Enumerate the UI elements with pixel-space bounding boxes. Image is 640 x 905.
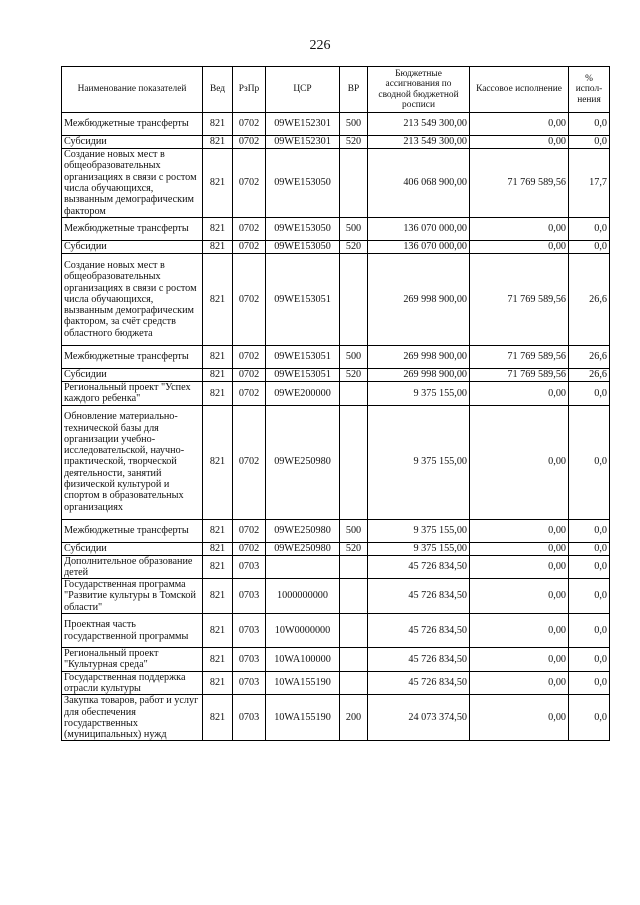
row-rzpr: 0702 bbox=[233, 254, 266, 346]
row-percent: 0,0 bbox=[569, 614, 610, 648]
row-cash-execution: 0,00 bbox=[470, 241, 569, 254]
table-row bbox=[62, 695, 610, 741]
row-ved: 821 bbox=[203, 671, 233, 695]
row-vr bbox=[340, 405, 368, 519]
row-name: Субсидии bbox=[62, 136, 203, 149]
row-name: Межбюджетные трансферты bbox=[62, 519, 203, 542]
row-assignments: 45 726 834,50 bbox=[368, 648, 470, 672]
row-ved: 821 bbox=[203, 695, 233, 741]
row-name: Межбюджетные трансферты bbox=[62, 218, 203, 241]
table-row bbox=[62, 405, 610, 519]
budget-table bbox=[61, 66, 610, 741]
row-vr: 200 bbox=[340, 695, 368, 741]
table-row bbox=[62, 218, 610, 241]
row-csr: 10WA100000 bbox=[266, 648, 340, 672]
row-assignments: 24 073 374,50 bbox=[368, 695, 470, 741]
row-cash-execution: 0,00 bbox=[470, 136, 569, 149]
row-ved: 821 bbox=[203, 382, 233, 406]
row-cash-execution: 0,00 bbox=[470, 648, 569, 672]
row-percent: 17,7 bbox=[569, 149, 610, 218]
row-cash-execution: 0,00 bbox=[470, 555, 569, 579]
row-percent: 0,0 bbox=[569, 695, 610, 741]
row-assignments: 45 726 834,50 bbox=[368, 579, 470, 614]
row-ved: 821 bbox=[203, 614, 233, 648]
row-rzpr: 0702 bbox=[233, 113, 266, 136]
row-ved: 821 bbox=[203, 519, 233, 542]
row-rzpr: 0703 bbox=[233, 671, 266, 695]
row-ved: 821 bbox=[203, 218, 233, 241]
row-vr: 500 bbox=[340, 519, 368, 542]
row-percent: 0,0 bbox=[569, 382, 610, 406]
row-assignments: 9 375 155,00 bbox=[368, 382, 470, 406]
table-row bbox=[62, 542, 610, 555]
row-cash-execution: 0,00 bbox=[470, 579, 569, 614]
row-csr: 09WE250980 bbox=[266, 405, 340, 519]
table-row bbox=[62, 648, 610, 672]
row-assignments: 269 998 900,00 bbox=[368, 346, 470, 369]
row-csr: 09WE153050 bbox=[266, 241, 340, 254]
row-csr: 09WE153051 bbox=[266, 346, 340, 369]
table-row bbox=[62, 254, 610, 346]
row-ved: 821 bbox=[203, 405, 233, 519]
row-ved: 821 bbox=[203, 113, 233, 136]
row-cash-execution: 71 769 589,56 bbox=[470, 149, 569, 218]
row-vr bbox=[340, 555, 368, 579]
header-rzpr: РзПр bbox=[233, 67, 266, 113]
row-rzpr: 0703 bbox=[233, 579, 266, 614]
row-name: Государственная поддержка отрасли культуры bbox=[62, 671, 203, 695]
row-ved: 821 bbox=[203, 254, 233, 346]
row-assignments: 45 726 834,50 bbox=[368, 555, 470, 579]
row-csr: 09WE153051 bbox=[266, 369, 340, 382]
row-vr: 500 bbox=[340, 218, 368, 241]
table-row bbox=[62, 614, 610, 648]
table-row bbox=[62, 555, 610, 579]
row-assignments: 213 549 300,00 bbox=[368, 136, 470, 149]
row-cash-execution: 71 769 589,56 bbox=[470, 254, 569, 346]
header-percent: % испол-нения bbox=[569, 67, 610, 113]
row-ved: 821 bbox=[203, 648, 233, 672]
row-cash-execution: 0,00 bbox=[470, 113, 569, 136]
row-csr: 10WA155190 bbox=[266, 695, 340, 741]
row-vr: 520 bbox=[340, 542, 368, 555]
row-name: Межбюджетные трансферты bbox=[62, 113, 203, 136]
row-assignments: 9 375 155,00 bbox=[368, 542, 470, 555]
row-rzpr: 0702 bbox=[233, 382, 266, 406]
row-cash-execution: 0,00 bbox=[470, 218, 569, 241]
row-csr: 09WE250980 bbox=[266, 542, 340, 555]
table-row bbox=[62, 579, 610, 614]
row-cash-execution: 0,00 bbox=[470, 405, 569, 519]
row-csr: 09WE153050 bbox=[266, 218, 340, 241]
row-cash-execution: 0,00 bbox=[470, 542, 569, 555]
row-percent: 0,0 bbox=[569, 648, 610, 672]
row-vr: 500 bbox=[340, 113, 368, 136]
row-name: Субсидии bbox=[62, 542, 203, 555]
row-assignments: 45 726 834,50 bbox=[368, 614, 470, 648]
header-ved: Вед bbox=[203, 67, 233, 113]
table-row bbox=[62, 136, 610, 149]
row-name: Закупка товаров, работ и услуг для обеспечения государственных (муниципальных) нужд bbox=[62, 695, 203, 741]
row-csr bbox=[266, 555, 340, 579]
row-assignments: 136 070 000,00 bbox=[368, 241, 470, 254]
row-assignments: 45 726 834,50 bbox=[368, 671, 470, 695]
row-ved: 821 bbox=[203, 555, 233, 579]
header-name: Наименование показателей bbox=[62, 67, 203, 113]
row-name: Создание новых мест в общеобразовательных организациях в связи с ростом числа обучающихся, вызванным демографическим фактором bbox=[62, 149, 203, 218]
table-row bbox=[62, 519, 610, 542]
row-csr: 10W0000000 bbox=[266, 614, 340, 648]
row-rzpr: 0702 bbox=[233, 241, 266, 254]
row-rzpr: 0702 bbox=[233, 149, 266, 218]
header-vr: ВР bbox=[340, 67, 368, 113]
row-percent: 26,6 bbox=[569, 254, 610, 346]
row-csr: 09WE250980 bbox=[266, 519, 340, 542]
row-name: Региональный проект "Культурная среда" bbox=[62, 648, 203, 672]
row-assignments: 9 375 155,00 bbox=[368, 405, 470, 519]
row-csr: 09WE153050 bbox=[266, 149, 340, 218]
row-cash-execution: 71 769 589,56 bbox=[470, 369, 569, 382]
row-csr: 09WE200000 bbox=[266, 382, 340, 406]
row-csr: 09WE152301 bbox=[266, 136, 340, 149]
row-rzpr: 0703 bbox=[233, 695, 266, 741]
row-rzpr: 0702 bbox=[233, 136, 266, 149]
row-name: Региональный проект "Успех каждого ребенка" bbox=[62, 382, 203, 406]
row-vr bbox=[340, 149, 368, 218]
row-percent: 26,6 bbox=[569, 346, 610, 369]
row-vr bbox=[340, 671, 368, 695]
row-name: Обновление материально-технической базы для организации учебно-исследовательской, научно-практической, творческой деятельности, занятий физической культурой и спортом в образовательных организациях bbox=[62, 405, 203, 519]
row-cash-execution: 71 769 589,56 bbox=[470, 346, 569, 369]
row-cash-execution: 0,00 bbox=[470, 695, 569, 741]
row-ved: 821 bbox=[203, 346, 233, 369]
row-name: Субсидии bbox=[62, 369, 203, 382]
row-name: Создание новых мест в общеобразовательных организациях в связи с ростом числа обучающихся, вызванным демографическим фактором, за счёт средств областного бюджета bbox=[62, 254, 203, 346]
row-ved: 821 bbox=[203, 136, 233, 149]
row-percent: 0,0 bbox=[569, 241, 610, 254]
row-percent: 0,0 bbox=[569, 405, 610, 519]
page-number: 226 bbox=[309, 38, 331, 53]
row-percent: 0,0 bbox=[569, 555, 610, 579]
row-csr: 10WA155190 bbox=[266, 671, 340, 695]
row-ved: 821 bbox=[203, 241, 233, 254]
table-row bbox=[62, 241, 610, 254]
row-name: Межбюджетные трансферты bbox=[62, 346, 203, 369]
row-name: Дополнительное образование детей bbox=[62, 555, 203, 579]
row-rzpr: 0703 bbox=[233, 555, 266, 579]
row-csr: 1000000000 bbox=[266, 579, 340, 614]
row-cash-execution: 0,00 bbox=[470, 614, 569, 648]
row-rzpr: 0702 bbox=[233, 346, 266, 369]
row-assignments: 9 375 155,00 bbox=[368, 519, 470, 542]
table-row bbox=[62, 346, 610, 369]
row-vr bbox=[340, 382, 368, 406]
row-percent: 0,0 bbox=[569, 671, 610, 695]
row-ved: 821 bbox=[203, 369, 233, 382]
row-rzpr: 0703 bbox=[233, 614, 266, 648]
row-percent: 0,0 bbox=[569, 136, 610, 149]
row-vr bbox=[340, 648, 368, 672]
row-vr bbox=[340, 254, 368, 346]
row-rzpr: 0702 bbox=[233, 218, 266, 241]
row-percent: 0,0 bbox=[569, 579, 610, 614]
row-vr: 500 bbox=[340, 346, 368, 369]
row-cash-execution: 0,00 bbox=[470, 519, 569, 542]
row-assignments: 213 549 300,00 bbox=[368, 113, 470, 136]
row-percent: 0,0 bbox=[569, 542, 610, 555]
row-vr bbox=[340, 579, 368, 614]
table-row bbox=[62, 113, 610, 136]
row-name: Субсидии bbox=[62, 241, 203, 254]
table-header-row bbox=[62, 67, 610, 113]
row-cash-execution: 0,00 bbox=[470, 671, 569, 695]
row-assignments: 406 068 900,00 bbox=[368, 149, 470, 218]
row-ved: 821 bbox=[203, 542, 233, 555]
row-ved: 821 bbox=[203, 579, 233, 614]
header-csr: ЦСР bbox=[266, 67, 340, 113]
table-row bbox=[62, 382, 610, 406]
row-csr: 09WE153051 bbox=[266, 254, 340, 346]
row-name: Проектная часть государственной программы bbox=[62, 614, 203, 648]
row-name: Государственная программа "Развитие культуры в Томской области" bbox=[62, 579, 203, 614]
table-row bbox=[62, 671, 610, 695]
table-row bbox=[62, 149, 610, 218]
row-assignments: 269 998 900,00 bbox=[368, 369, 470, 382]
row-rzpr: 0702 bbox=[233, 369, 266, 382]
row-ved: 821 bbox=[203, 149, 233, 218]
row-rzpr: 0702 bbox=[233, 542, 266, 555]
row-percent: 0,0 bbox=[569, 113, 610, 136]
row-rzpr: 0702 bbox=[233, 405, 266, 519]
row-rzpr: 0702 bbox=[233, 519, 266, 542]
row-rzpr: 0703 bbox=[233, 648, 266, 672]
row-assignments: 136 070 000,00 bbox=[368, 218, 470, 241]
row-percent: 26,6 bbox=[569, 369, 610, 382]
row-percent: 0,0 bbox=[569, 519, 610, 542]
row-csr: 09WE152301 bbox=[266, 113, 340, 136]
header-cash-execution: Кассовое исполнение bbox=[470, 67, 569, 113]
row-vr: 520 bbox=[340, 369, 368, 382]
table-row bbox=[62, 369, 610, 382]
row-assignments: 269 998 900,00 bbox=[368, 254, 470, 346]
row-vr: 520 bbox=[340, 136, 368, 149]
row-vr bbox=[340, 614, 368, 648]
row-vr: 520 bbox=[340, 241, 368, 254]
header-assignments: Бюджетные ассигнования по сводной бюджетной росписи bbox=[368, 67, 470, 113]
row-percent: 0,0 bbox=[569, 218, 610, 241]
row-cash-execution: 0,00 bbox=[470, 382, 569, 406]
